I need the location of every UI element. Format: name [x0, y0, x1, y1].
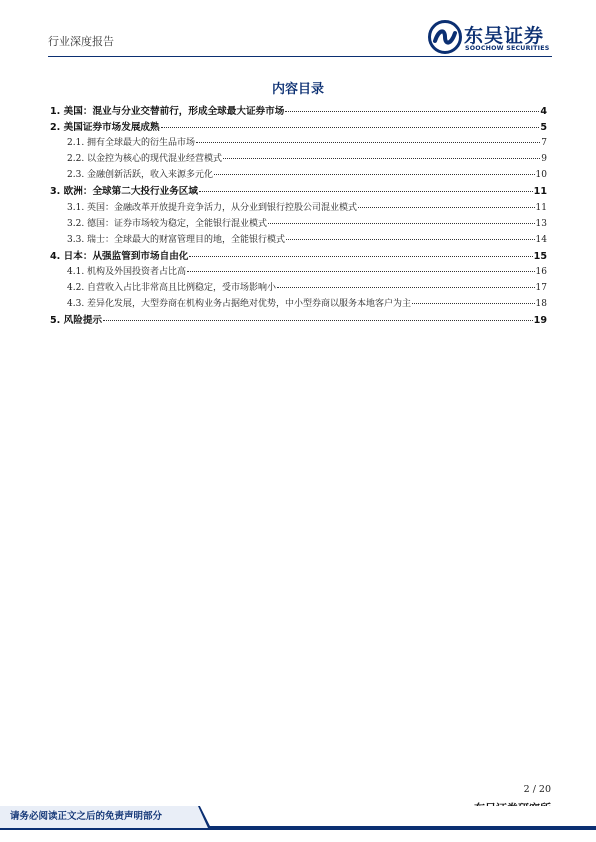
toc-entry[interactable] [50, 135, 547, 151]
toc-entry-title: 5. 风险提示 [50, 315, 103, 327]
toc-dot-leader [285, 111, 539, 112]
toc-title: 内容目录 [271, 82, 324, 97]
toc-dot-leader [196, 142, 540, 143]
toc-entry[interactable] [50, 200, 547, 216]
toc-entry-page: 11 [533, 186, 547, 198]
company-logo [428, 20, 558, 56]
toc-dot-leader [223, 158, 540, 159]
toc-entry-page: 16 [535, 266, 547, 277]
toc-dot-leader [412, 303, 535, 304]
table-of-contents [50, 103, 547, 328]
toc-entry-page: 10 [535, 170, 547, 181]
toc-entry-page: 18 [535, 299, 547, 310]
toc-entry[interactable] [50, 296, 547, 312]
toc-entry-page: 4 [540, 106, 547, 117]
toc-entry-title: 2. 美国证券市场发展成熟 [50, 122, 160, 134]
toc-dot-leader [277, 287, 535, 288]
toc-entry-page: 9 [541, 154, 547, 165]
logo-chinese-name: 东吴证券 [464, 25, 545, 47]
toc-dot-leader [286, 239, 535, 240]
page-indicator: 2 / 20 [523, 784, 551, 795]
toc-dot-leader [214, 174, 535, 175]
toc-dot-leader [189, 256, 532, 257]
toc-entry-page: 5 [540, 122, 547, 134]
toc-dot-leader [268, 223, 535, 224]
toc-entry-title: 3.1. 英国：金融改革开放提升竞争活力，从分业到银行控股公司混业模式 [67, 202, 358, 213]
toc-entry-title: 3.3. 瑞士：全球最大的财富管理目的地，全能银行模式 [67, 234, 286, 245]
toc-dot-leader [199, 191, 533, 192]
toc-entry-title: 4. 日本：从强监管到市场自由化 [50, 250, 189, 262]
toc-entry-title: 3. 欧洲：全球第二大投行业务区域 [50, 186, 198, 198]
logo-mark-icon [428, 20, 462, 54]
toc-dot-leader [103, 320, 533, 321]
toc-dot-leader [358, 207, 535, 208]
toc-entry[interactable] [50, 216, 547, 232]
toc-entry-title: 2.1. 拥有全球最大的衍生品市场 [67, 138, 196, 149]
toc-entry-page: 7 [541, 138, 547, 149]
toc-entry-title: 4.2. 自营收入占比非常高且比例稳定，受市场影响小 [67, 283, 277, 294]
toc-entry[interactable] [50, 183, 547, 199]
toc-entry-title: 4.1. 机构及外国投资者占比高 [67, 266, 187, 277]
toc-entry[interactable] [50, 103, 547, 119]
toc-entry[interactable] [50, 167, 547, 183]
toc-dot-leader [187, 271, 535, 272]
toc-entry[interactable] [50, 151, 547, 167]
toc-entry[interactable] [50, 119, 547, 135]
toc-entry[interactable] [50, 248, 547, 264]
toc-entry-title: 3.2. 德国：证券市场较为稳定，全能银行混业模式 [67, 218, 268, 229]
toc-entry-page: 17 [535, 283, 547, 294]
toc-entry-title: 2.2. 以金控为核心的现代混业经营模式 [67, 154, 223, 165]
toc-entry-page: 11 [535, 202, 547, 213]
toc-entry[interactable] [50, 264, 547, 280]
disclaimer-notice: 请务必阅读正文之后的免责声明部分 [10, 811, 163, 822]
toc-entry-title: 2.3. 金融创新活跃，收入来源多元化 [67, 170, 214, 181]
header-divider [48, 56, 552, 57]
toc-entry-page: 19 [533, 315, 547, 327]
toc-entry-page: 15 [533, 250, 547, 262]
toc-entry[interactable] [50, 280, 547, 296]
toc-entry[interactable] [50, 312, 547, 328]
toc-entry-title: 1. 美国：混业与分业交替前行，形成全球最大证券市场 [50, 106, 285, 117]
toc-entry-title: 4.3. 差异化发展，大型券商在机构业务占据绝对优势，中小型券商以服务本地客户为主 [67, 299, 412, 310]
toc-dot-leader [161, 127, 540, 128]
toc-entry-page: 14 [535, 234, 547, 245]
logo-english-name: SOOCHOW SECURITIES [465, 45, 550, 52]
toc-entry[interactable] [50, 232, 547, 248]
toc-entry-page: 13 [535, 218, 547, 229]
report-type-label: 行业深度报告 [48, 35, 114, 48]
